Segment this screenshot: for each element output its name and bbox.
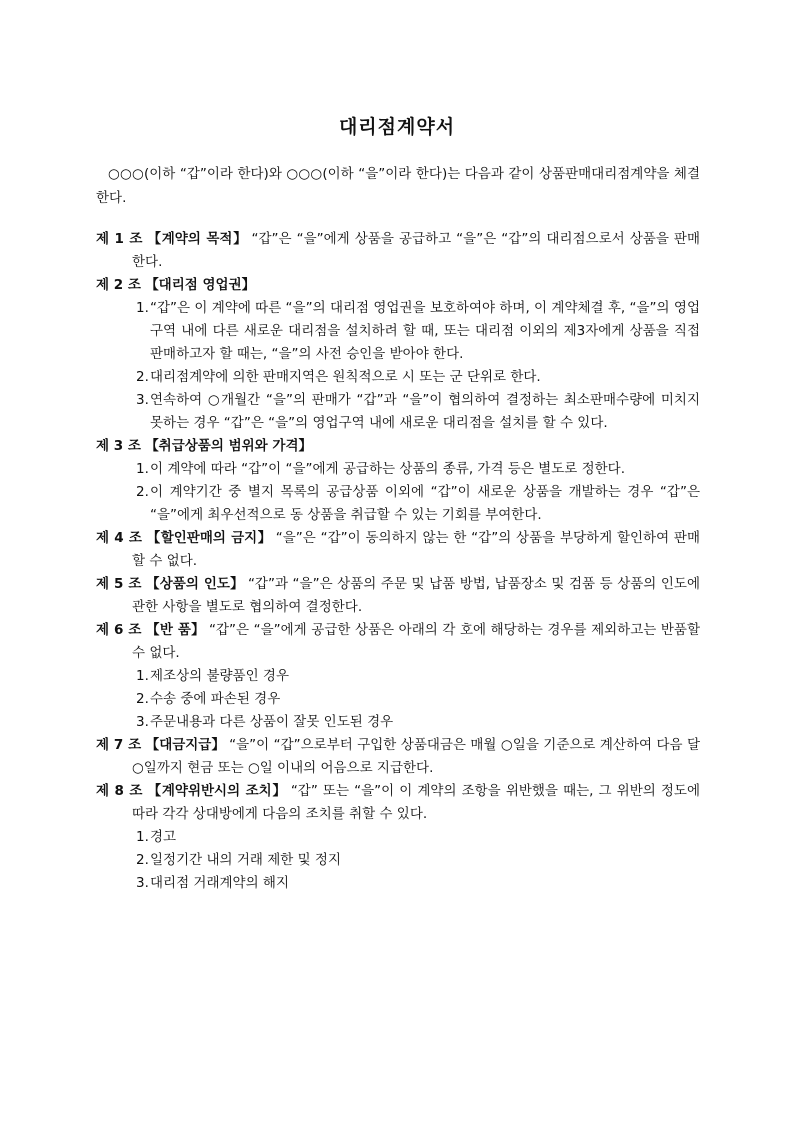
article-heading	[96, 228, 700, 274]
article-text: “갑”과 “을”은 상품의 주문 및 납품 방법, 납품장소 및 검품 등 상품의 인도에 관한 사항을 별도로 협의하여 결정한다.	[132, 576, 700, 615]
article-title: 【계약의 목적】	[147, 231, 248, 247]
item-number: 2.	[136, 484, 149, 500]
article-title: 【대리점 영업권】	[145, 277, 256, 293]
item-text: 일정기간 내의 거래 제한 및 정지	[150, 852, 341, 868]
item-text: 주문내용과 다른 상품이 잘못 인도된 경우	[150, 714, 394, 730]
article-7	[96, 734, 700, 780]
article-heading	[96, 527, 700, 573]
item-number: 3.	[136, 875, 149, 891]
item-number: 3.	[136, 392, 149, 408]
item-number: 1.	[136, 668, 149, 684]
item-text: 연속하여 ○개월간 “을”의 판매가 “갑”과 “을”이 협의하여 결정하는 최소판매수량에 미치지 못하는 경우 “갑”은 “을”의 영업구역 내에 새로운 대리점을 설치를 할 수 있다.	[150, 392, 700, 431]
article-number: 제 4 조	[96, 530, 142, 546]
article-title: 【반 품】	[146, 622, 205, 638]
article-items	[96, 297, 700, 435]
article-title: 【할인판매의 금지】	[146, 530, 272, 546]
article-text: “을”은 “갑”이 동의하지 않는 한 “갑”의 상품을 부당하게 할인하여 판매할 수 없다.	[132, 530, 700, 569]
article-items	[96, 826, 700, 895]
article-heading	[96, 780, 700, 826]
article-number: 제 8 조	[96, 783, 143, 799]
article-number: 제 6 조	[96, 622, 142, 638]
list-item	[136, 849, 700, 872]
item-text: 대리점 거래계약의 해지	[150, 875, 289, 891]
item-number: 1.	[136, 300, 149, 316]
item-text: 제조상의 불량품인 경우	[150, 668, 289, 684]
article-title: 【취급상품의 범위와 가격】	[145, 438, 312, 454]
article-number: 제 5 조	[96, 576, 142, 592]
item-text: 경고	[150, 829, 177, 845]
list-item	[136, 826, 700, 849]
document-body	[96, 162, 700, 895]
article-text: “갑”은 “을”에게 상품을 공급하고 “을”은 “갑”의 대리점으로서 상품을 판매한다.	[132, 231, 700, 270]
article-heading	[96, 573, 700, 619]
article-items	[96, 665, 700, 734]
article-number: 제 1 조	[96, 231, 143, 247]
list-item	[136, 711, 700, 734]
article-2	[96, 274, 700, 435]
item-number: 1.	[136, 829, 149, 845]
list-item	[136, 297, 700, 366]
item-number: 1.	[136, 461, 149, 477]
article-items	[96, 458, 700, 527]
article-text: “갑”은 “을”에게 공급한 상품은 아래의 각 호에 해당하는 경우를 제외하고는 반품할 수 없다.	[132, 622, 700, 661]
item-text: 이 계약에 따라 “갑”이 “을”에게 공급하는 상품의 종류, 가격 등은 별도로 정한다.	[150, 461, 625, 477]
item-number: 2.	[136, 852, 149, 868]
article-4	[96, 527, 700, 573]
list-item	[136, 366, 700, 389]
article-number: 제 2 조	[96, 277, 141, 293]
article-5	[96, 573, 700, 619]
item-text: 대리점계약에 의한 판매지역은 원칙적으로 시 또는 군 단위로 한다.	[150, 369, 541, 385]
article-list	[96, 228, 700, 895]
article-heading	[96, 274, 700, 297]
article-8	[96, 780, 700, 895]
list-item	[136, 389, 700, 435]
article-number: 제 3 조	[96, 438, 141, 454]
article-title: 【계약위반시의 조치】	[147, 783, 287, 799]
list-item	[136, 872, 700, 895]
list-item	[136, 458, 700, 481]
intro-paragraph: ○○○(이하 “갑”이라 한다)와 ○○○(이하 “을”이라 한다)는 다음과 같이 상품판매대리점계약을 체결한다.	[96, 166, 700, 206]
item-number: 2.	[136, 691, 149, 707]
article-number: 제 7 조	[96, 737, 142, 753]
item-text: 이 계약기간 중 별지 목록의 공급상품 이외에 “갑”이 새로운 상품을 개발하는 경우 “갑”은 “을”에게 최우선적으로 동 상품을 취급할 수 있는 기회를 부여한다.	[150, 484, 700, 523]
list-item	[136, 688, 700, 711]
article-heading	[96, 619, 700, 665]
item-number: 2.	[136, 369, 149, 385]
list-item	[136, 481, 700, 527]
article-3	[96, 435, 700, 527]
article-heading	[96, 435, 700, 458]
item-text: “갑”은 이 계약에 따른 “을”의 대리점 영업권을 보호하여야 하며, 이 계약체결 후, “을”의 영업구역 내에 다른 새로운 대리점을 설치하려 할 때, 또는 대리점 이외의 제3자에게 상품을 직접 판매하고자 할 때는, “을”의 사전 승인을 받아야 한다.	[150, 300, 700, 362]
article-title: 【대금지급】	[145, 737, 226, 753]
article-1	[96, 228, 700, 274]
article-text: “갑” 또는 “을”이 이 계약의 조항을 위반했을 때는, 그 위반의 정도에 따라 각각 상대방에게 다음의 조치를 취할 수 있다.	[132, 783, 700, 822]
article-6	[96, 619, 700, 734]
article-text: “을”이 “갑”으로부터 구입한 상품대금은 매월 ○일을 기준으로 계산하여 다음 달 ○일까지 현금 또는 ○일 이내의 어음으로 지급한다.	[132, 737, 700, 776]
document-title: 대리점계약서	[338, 116, 456, 138]
article-title: 【상품의 인도】	[145, 576, 244, 592]
article-heading	[96, 734, 700, 780]
list-item	[136, 665, 700, 688]
item-text: 수송 중에 파손된 경우	[150, 691, 281, 707]
item-number: 3.	[136, 714, 149, 730]
